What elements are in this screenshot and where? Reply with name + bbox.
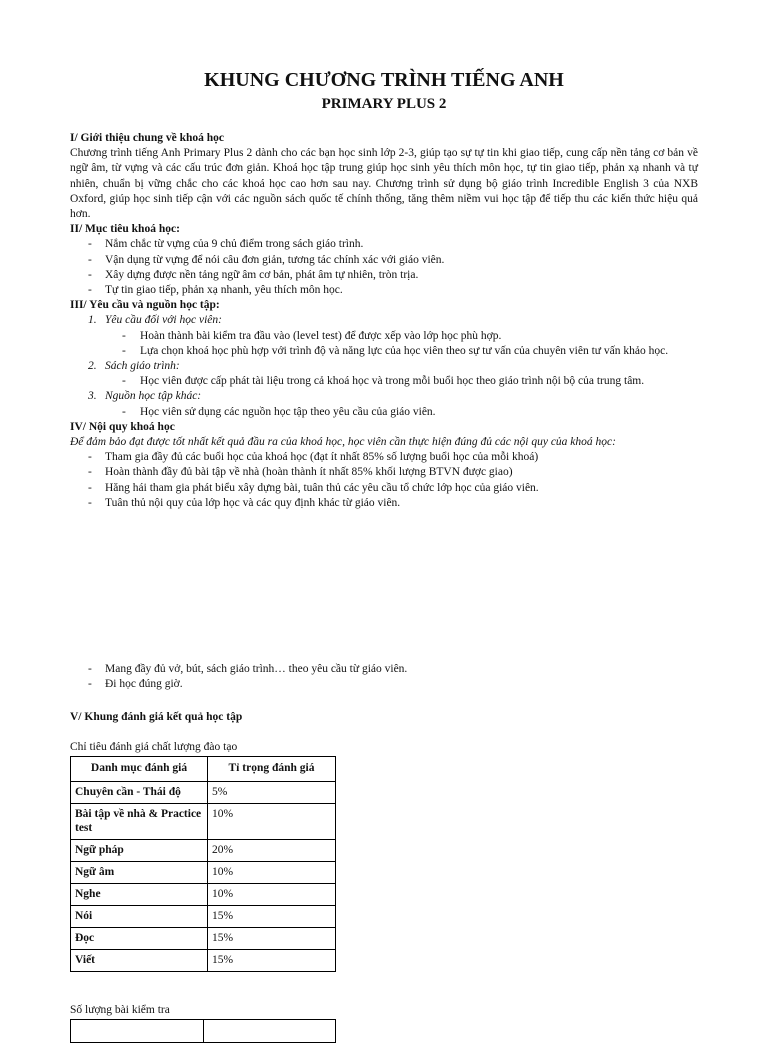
table-cell: Ngữ pháp xyxy=(71,840,208,862)
section-4-intro: Để đảm bảo đạt được tốt nhất kết quả đầu ra của khoá học, học viên cần thực hiện đúng đủ các nội quy của khoá học: xyxy=(70,436,616,449)
section-1-paragraph: Chương trình tiếng Anh Primary Plus 2 dành cho các bạn học sinh lớp 2-3, giúp tạo sự tự tin khi giao tiếp, cung cấp nền tảng cơ bản về ngữ âm, từ vựng và các cấu trúc đơn giản. Khoá học tập trung giúp học sinh yêu thích môn học, tự tin giao tiếp, phản xạ nhanh và tự nhiên, chuẩn bị vững chắc cho các khoá học cao hơn sau nay. Chương trình sử dụng bộ giáo trình Incredible English 3 của NXB Oxford, giúp học sinh tiếp cận với các nguồn sách quốc tế chính thống, tăng thêm niềm vui học tập để tiếp thu các kiến thức hiệu quả hơn. xyxy=(70,147,698,221)
list-item: - Mang đầy đủ vở, bút, sách giáo trình… theo yêu cầu từ giáo viên. xyxy=(70,662,698,677)
table-row xyxy=(71,1020,336,1043)
section-5-heading: V/ Khung đánh giá kết quả học tập xyxy=(70,711,243,723)
list-item: - Vận dụng từ vựng để nói câu đơn giản, tương tác chính xác với giáo viên. xyxy=(70,253,698,268)
section-3-list-3 xyxy=(70,405,698,420)
table-row xyxy=(71,862,336,884)
table-row xyxy=(71,804,336,840)
table-cell: 20% xyxy=(208,840,336,862)
list-item: - Tuân thủ nội quy của lớp học và các quy định khác từ giáo viên. xyxy=(70,496,698,511)
table-row xyxy=(71,782,336,804)
table-cell: 15% xyxy=(208,906,336,928)
list-item: - Hăng hái tham gia phát biểu xây dựng bài, tuân thủ các yêu cầu tổ chức lớp học của giáo viên. xyxy=(70,481,698,496)
table-cell: Đọc xyxy=(71,928,208,950)
table-cell xyxy=(71,1020,204,1043)
section-3-list-2 xyxy=(70,374,698,389)
table-row xyxy=(71,950,336,972)
document-subtitle: PRIMARY PLUS 2 xyxy=(321,96,447,112)
section-1-heading: I/ Giới thiệu chung về khoá học xyxy=(70,132,224,144)
table-cell: 10% xyxy=(208,862,336,884)
list-item: - Xây dựng được nền tảng ngữ âm cơ bản, phát âm tự nhiên, tròn trịa. xyxy=(70,268,698,283)
table-header-cell: Danh mục đánh giá xyxy=(71,757,208,782)
test-count-caption: Số lượng bài kiểm tra xyxy=(70,1004,170,1016)
test-count-table xyxy=(70,1019,336,1043)
list-item: - Nắm chắc từ vựng của 9 chủ điểm trong sách giáo trình. xyxy=(70,237,698,252)
table-cell: Nói xyxy=(71,906,208,928)
list-item: - Học viên sử dụng các nguồn học tập theo yêu cầu của giáo viên. xyxy=(70,405,698,420)
list-item: - Học viên được cấp phát tài liệu trong cả khoá học và trong mỗi buổi học theo giáo trình nội bộ của trung tâm. xyxy=(70,374,698,389)
table-row xyxy=(71,884,336,906)
table-cell: Nghe xyxy=(71,884,208,906)
evaluation-table-caption: Chỉ tiêu đánh giá chất lượng đào tạo xyxy=(70,741,238,753)
table-cell: Ngữ âm xyxy=(71,862,208,884)
content-part-2 xyxy=(70,662,698,692)
section-3-subheading-3: 3. Nguồn học tập khác: xyxy=(88,390,202,403)
section-3-list-1 xyxy=(70,329,698,359)
section-4-heading: IV/ Nội quy khoá học xyxy=(70,420,175,433)
table-cell: 15% xyxy=(208,950,336,972)
table-header-cell: Tỉ trọng đánh giá xyxy=(208,757,336,782)
table-cell: Chuyên cần - Thái độ xyxy=(71,782,208,804)
table-row xyxy=(71,840,336,862)
list-item: - Đi học đúng giờ. xyxy=(70,677,698,692)
table-cell xyxy=(203,1020,336,1043)
section-4-list xyxy=(70,450,698,511)
list-item: - Tham gia đầy đủ các buổi học của khoá học (đạt ít nhất 85% số lượng buổi học của mỗi khoá) xyxy=(70,450,698,465)
table-row xyxy=(71,928,336,950)
document-title: KHUNG CHƯƠNG TRÌNH TIẾNG ANH xyxy=(204,69,564,91)
section-2-heading: II/ Mục tiêu khoá học: xyxy=(70,223,180,236)
evaluation-table xyxy=(70,756,336,972)
section-3-subheading-2: 2. Sách giáo trình: xyxy=(88,360,180,373)
list-item: - Tự tin giao tiếp, phản xạ nhanh, yêu thích môn học. xyxy=(70,283,698,298)
table-cell: 15% xyxy=(208,928,336,950)
list-item: - Lựa chọn khoá học phù hợp với trình độ và năng lực của học viên theo sự tư vấn của chuyên viên tư vấn khảo học. xyxy=(70,344,698,359)
section-3-heading: III/ Yêu cầu và nguồn học tập: xyxy=(70,299,220,312)
table-cell: 10% xyxy=(208,804,336,840)
section-4-list-continued xyxy=(70,662,698,692)
section-3-subheading-1: 1. Yêu cầu đối với học viên: xyxy=(88,314,222,327)
table-header-row xyxy=(71,757,336,782)
list-item: - Hoàn thành bài kiểm tra đầu vào (level test) để được xếp vào lớp học phù hợp. xyxy=(70,329,698,344)
table-cell: Bài tập về nhà & Practice test xyxy=(71,804,208,840)
table-cell: 5% xyxy=(208,782,336,804)
table-row xyxy=(71,906,336,928)
table-cell: 10% xyxy=(208,884,336,906)
table-cell: Viết xyxy=(71,950,208,972)
section-2-list xyxy=(70,237,698,298)
content-part-1 xyxy=(70,131,698,511)
list-item: - Hoàn thành đầy đủ bài tập về nhà (hoàn thành ít nhất 85% khối lượng BTVN được giao) xyxy=(70,465,698,480)
